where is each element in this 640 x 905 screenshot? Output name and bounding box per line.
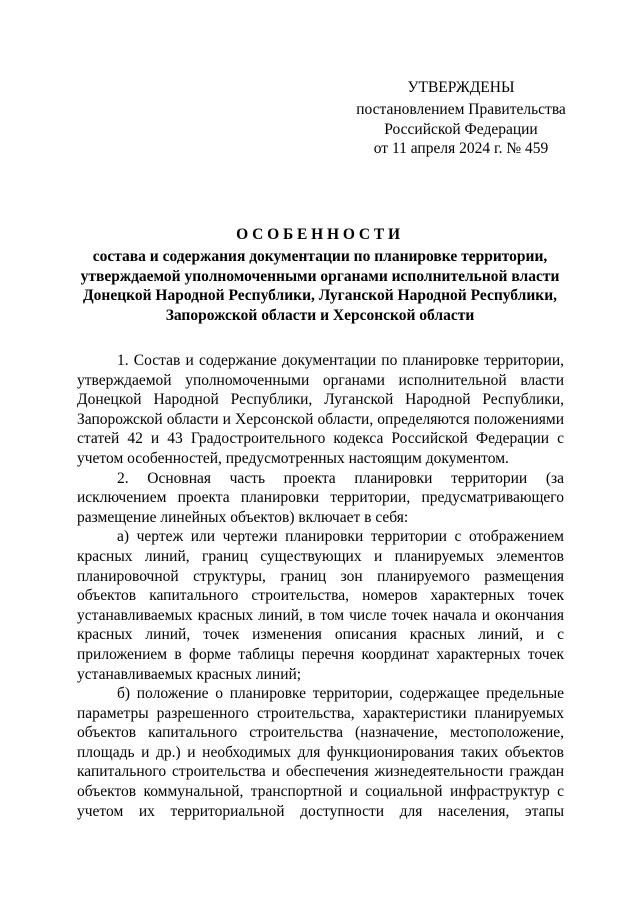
paragraph-2b: б) положение о планировке территории, содержащее предельные параметры разрешенного строительства, характеристики планируемых объектов капитального строительства (назначение, местоположение, площадь и др.) и необходимых для функционирования таких объектов капитального строительства и обеспечения жизнедеятельности граждан объектов коммунальной, транспортной и социальной инфраструктур с учетом их территориальной доступности для населения, этапы (77, 685, 564, 820)
subtitle-line: Запорожской области и Херсонской области (165, 306, 475, 324)
subtitle-line: утверждаемой уполномоченными органами исполнительной власти (80, 267, 560, 285)
paragraph-2: 2. Основная часть проекта планировки территории (за исключением проекта планировки территории, предусматривающего размещение линейных объектов) включает в себя: (77, 469, 564, 526)
subtitle-line: Донецкой Народной Республики, Луганской Народной Республики, (82, 287, 558, 304)
subtitle-line: состава и содержания документации по планировке территории, (92, 248, 548, 265)
paragraph-1: 1. Состав и содержание документации по планировке территории, утверждаемой уполномоченными органами исполнительной власти Донецкой Народной Республики, Луганской Народной Республики, Запорожской области и Херсонской области, определяются положениями статей 42 и 43 Градостроительного кодекса Российской Федерации с учетом особенностей, предусмотренных настоящим документом. (77, 352, 564, 467)
paragraph-2a: а) чертеж или чертежи планировки территории с отображением красных линий, границ существующих и планируемых элементов планировочной структуры, границ зон планируемого размещения объектов капитального строительства, номеров характерных точек устанавливаемых красных линий, в том числе точек начала и окончания красных линий, точек изменения описания красных линий, и с приложением в форме таблицы перечня координат характерных точек устанавливаемых красных линий; (77, 528, 564, 683)
document-subtitle (0, 247, 640, 325)
document-body (77, 351, 564, 821)
approval-line-3: от 11 апреля 2024 г. № 459 (373, 140, 549, 157)
approval-line-2: Российской Федерации (384, 120, 538, 138)
approval-heading: УТВЕРЖДЕНЫ (407, 79, 515, 96)
approval-line-1: постановлением Правительства (356, 101, 566, 118)
document-title: ОСОБЕННОСТИ (236, 226, 404, 243)
